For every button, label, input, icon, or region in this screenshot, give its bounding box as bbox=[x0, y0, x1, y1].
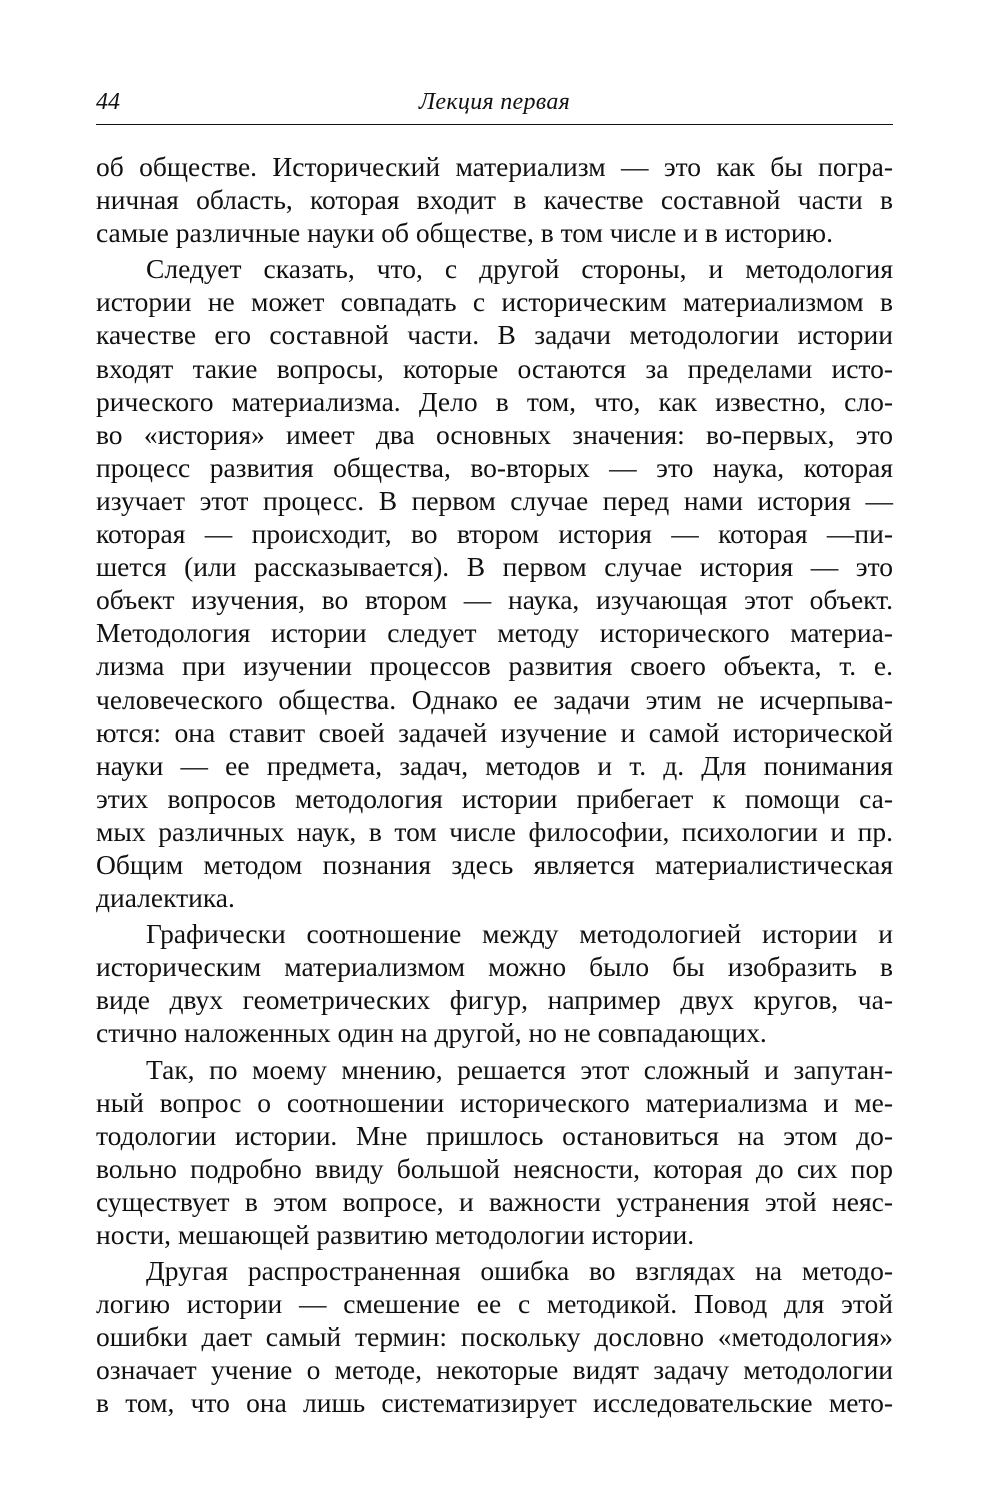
text-line: этих вопросов методология истории прибегает к помощи са- bbox=[96, 782, 893, 814]
text-line: входят такие вопросы, которые остаются за пределами исто- bbox=[96, 352, 893, 384]
text-line: Следует сказать, что, с другой стороны, и методология bbox=[146, 253, 893, 285]
text-line: тодологии истории. Мне пришлось остановиться на этом до- bbox=[96, 1119, 893, 1151]
text-line: объект изучения, во втором — наука, изучающая этот объект. bbox=[96, 584, 893, 616]
text-line: мых различных наук, в том числе философии, психологии и пр. bbox=[96, 815, 893, 847]
text-line: во «история» имеет два основных значения: во-первых, это bbox=[96, 418, 893, 450]
text-line: означает учение о методе, некоторые видят задачу методологии bbox=[96, 1354, 893, 1386]
paragraph bbox=[96, 1254, 893, 1419]
text-line: шется (или рассказывается). В первом случае история — это bbox=[96, 551, 893, 583]
text-line: Графически соотношение между методологией истории и bbox=[146, 918, 893, 950]
text-line: науки — ее предмета, задач, методов и т. д. Для понимания bbox=[96, 749, 893, 781]
text-line: истории не может совпадать с историческим материализмом в bbox=[96, 286, 893, 318]
paragraph bbox=[96, 917, 893, 1049]
text-line: об обществе. Исторический материализм — это как бы погра- bbox=[96, 151, 893, 182]
text-line: ный вопрос о соотношении исторического материализма и ме- bbox=[96, 1086, 893, 1118]
text-line: изучает этот процесс. В первом случае перед нами история — bbox=[96, 484, 893, 516]
text-line: рического материализма. Дело в том, что, как известно, сло- bbox=[96, 385, 893, 417]
text-line: в том, что она лишь систематизирует исследовательские мето- bbox=[96, 1387, 893, 1419]
text-line: Так, по моему мнению, решается этот сложный и запутан- bbox=[146, 1053, 893, 1085]
page-number: 44 bbox=[96, 89, 120, 115]
text-line: историческим материализмом можно было бы изобразить в bbox=[96, 951, 893, 983]
text-line: вольно подробно ввиду большой неясности, которая до сих пор bbox=[96, 1152, 893, 1184]
text-line: Другая распространенная ошибка во взглядах на методо- bbox=[146, 1255, 893, 1287]
text-line: Общим методом познания здесь является материалистическая bbox=[96, 848, 893, 880]
text-line: человеческого общества. Однако ее задачи этим не исчерпыва- bbox=[96, 683, 893, 715]
text-line: виде двух геометрических фигур, например двух кругов, ча- bbox=[96, 984, 893, 1016]
paragraph-continuation bbox=[96, 150, 893, 249]
text-line: ются: она ставит своей задачей изучение и самой исторической bbox=[96, 716, 893, 748]
text-line: качестве его составной части. В задачи методологии истории bbox=[96, 319, 893, 351]
text-line: Методология истории следует методу исторического материа- bbox=[96, 617, 893, 649]
text-line: диалектика. bbox=[96, 882, 235, 914]
text-line: самые различные науки об обществе, в том числе и в историю. bbox=[96, 217, 833, 249]
body-text bbox=[96, 150, 893, 1420]
text-line: существует в этом вопросе, и важности устранения этой неяс- bbox=[96, 1185, 893, 1217]
text-line: логию истории — смешение ее с методикой. Повод для этой bbox=[96, 1288, 893, 1320]
text-line: процесс развития общества, во-вторых — это наука, которая bbox=[96, 451, 893, 483]
text-line: которая — происходит, во втором история — которая —пи- bbox=[96, 518, 893, 550]
text-line: ничная область, которая входит в качестве составной части в bbox=[96, 184, 893, 216]
text-line: лизма при изучении процессов развития своего объекта, т. е. bbox=[96, 650, 893, 682]
paragraph bbox=[96, 252, 893, 914]
text-line: стично наложенных один на другой, но не совпадающих. bbox=[96, 1017, 767, 1049]
header-rule bbox=[96, 124, 893, 125]
page-header bbox=[96, 86, 893, 126]
paragraph bbox=[96, 1053, 893, 1252]
text-line: ности, мешающей развитию методологии истории. bbox=[96, 1219, 695, 1250]
running-title: Лекция первая bbox=[418, 89, 571, 115]
text-line: ошибки дает самый термин: поскольку дословно «методология» bbox=[96, 1321, 893, 1353]
